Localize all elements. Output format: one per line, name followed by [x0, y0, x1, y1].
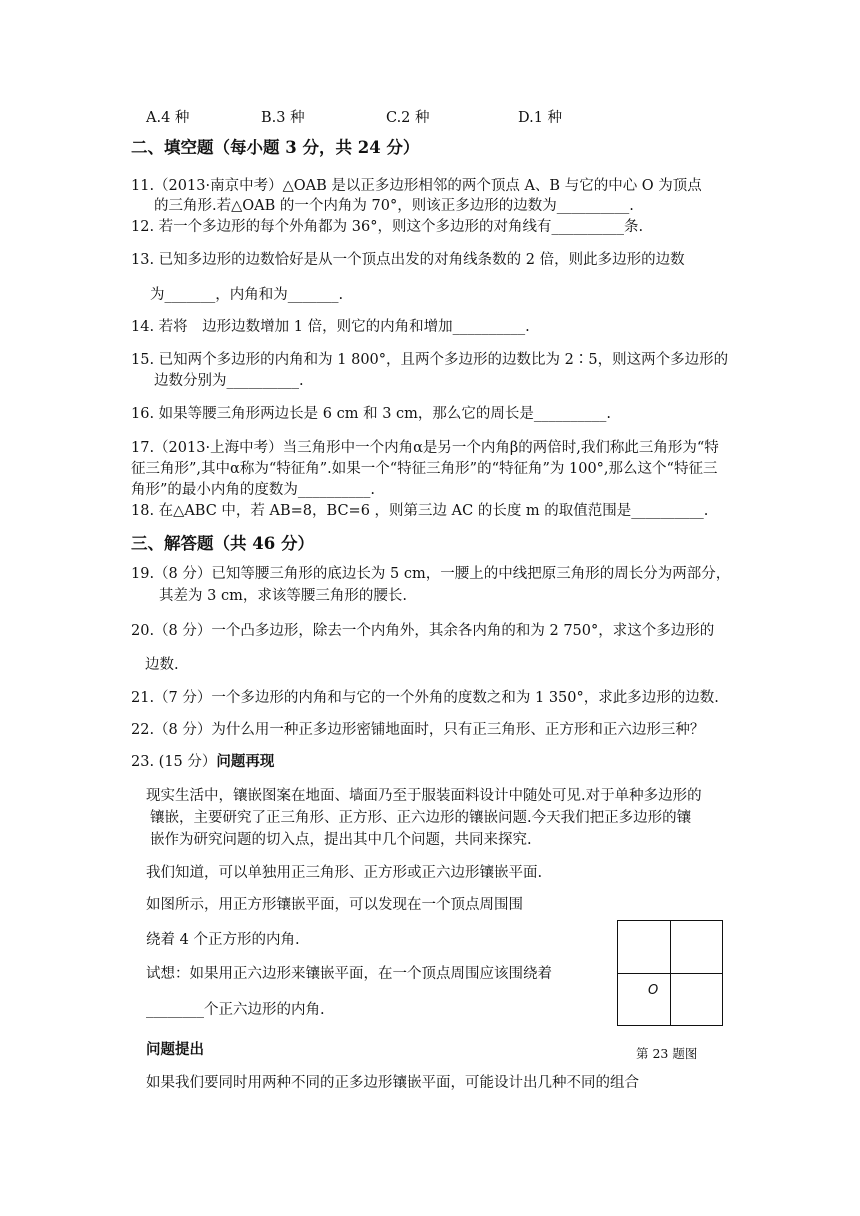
paragraph-4-line2: ________个正六边形的内角. — [146, 1002, 325, 1018]
question-23-header — [131, 752, 274, 772]
question-22: 22.（8 分）为什么用一种正多边形密铺地面时，只有正三角形、正方形和正六边形三种？ — [131, 722, 705, 738]
paragraph-3-line2: 绕着 4 个正方形的内角. — [146, 932, 300, 948]
question-17-line1: 17.（2013·上海中考）当三角形中一个内角α是另一个内角β的两倍时,我们称此三角形为“特 — [131, 440, 719, 456]
question-15-line2: 边数分别为__________. — [154, 373, 304, 389]
question-20-line2: 边数. — [145, 657, 179, 673]
figure-point-label: O — [648, 983, 659, 998]
square-tiling-figure — [617, 920, 723, 1026]
question-17-line3: 角形”的最小内角的度数为__________. — [131, 482, 376, 498]
question-20-line1: 20.（8 分）一个凸多边形，除去一个内角外，其余各内角的和为 2 750°，求这个多边形的 — [131, 623, 715, 639]
paragraph-2: 我们知道，可以单独用正三角形、正方形或正六边形镶嵌平面. — [146, 865, 543, 881]
question-21: 21.（7 分）一个多边形的内角和与它的一个外角的度数之和为 1 350°，求此多边形的边数. — [131, 690, 719, 706]
paragraph-5: 如果我们要同时用两种不同的正多边形镶嵌平面，可能设计出几种不同的组合 — [146, 1075, 639, 1091]
paragraph-3-line1: 如图所示，用正方形镶嵌平面，可以发现在一个顶点周围围 — [146, 897, 523, 913]
question-13-line1: 13. 已知多边形的边数恰好是从一个顶点出发的对角线条数的 2 倍，则此多边形的边数 — [131, 252, 685, 268]
question-15-line1: 15. 已知两个多边形的内角和为 1 800°，且两个多边形的边数比为 2∶5，则这两个多边形的 — [131, 352, 729, 368]
question-11-line2: 的三角形.若△OAB 的一个内角为 70°，则该正多边形的边数为__________. — [154, 198, 634, 214]
section-heading-solve: 三、解答题（共 46 分） — [131, 534, 314, 553]
question-17-line2: 征三角形”,其中α称为“特征角”.如果一个“特征三角形”的“特征角”为 100°,那么这个“特征三 — [131, 461, 718, 477]
question-19-line1: 19.（8 分）已知等腰三角形的底边长为 5 cm，一腰上的中线把原三角形的周长分为两部分， — [131, 566, 731, 582]
paragraph-1-line3: 嵌作为研究问题的切入点，提出其中几个问题，共同来探究. — [150, 832, 532, 848]
question-13-line2: 为_______，内角和为_______. — [150, 287, 344, 303]
paragraph-4-line1: 试想：如果用正六边形来镶嵌平面，在一个顶点周围应该围绕着 — [146, 966, 552, 982]
question-23-title: 问题再现 — [216, 753, 275, 770]
option-a: A.4 种 — [146, 110, 190, 126]
question-14: 14. 若将 边形边数增加 1 倍，则它的内角和增加__________. — [131, 319, 530, 335]
question-16: 16. 如果等腰三角形两边长是 6 cm 和 3 cm，那么它的周长是__________. — [131, 406, 612, 422]
paragraph-1-line1: 现实生活中，镶嵌图案在地面、墙面乃至于服装面料设计中随处可见.对于单种多边形的 — [146, 788, 702, 804]
figure-horizontal-line — [618, 973, 722, 974]
question-18: 18. 在△ABC 中，若 AB=8，BC=6 ，则第三边 AC 的长度 m 的取值范围是__________. — [131, 503, 709, 519]
section-heading-fill-blank: 二、填空题（每小题 3 分，共 24 分） — [131, 138, 420, 157]
figure-caption: 第 23 题图 — [636, 1046, 698, 1061]
option-b: B.3 种 — [261, 110, 305, 126]
option-d: D.1 种 — [518, 110, 563, 126]
question-23-number: 23. (15 分） — [131, 754, 217, 770]
subheading-problem: 问题提出 — [146, 1041, 204, 1058]
question-11-line1: 11.（2013·南京中考）△OAB 是以正多边形相邻的两个顶点 A、B 与它的中心 O 为顶点 — [131, 178, 702, 194]
paragraph-1-line2: 镶嵌，主要研究了正三角形、正方形、正六边形的镶嵌问题.今天我们把正多边形的镶 — [150, 810, 692, 826]
question-19-line2: 其差为 3 cm，求该等腰三角形的腰长. — [159, 588, 407, 604]
option-c: C.2 种 — [386, 110, 430, 126]
question-12: 12. 若一个多边形的每个外角都为 36°，则这个多边形的对角线有__________条. — [131, 219, 644, 235]
